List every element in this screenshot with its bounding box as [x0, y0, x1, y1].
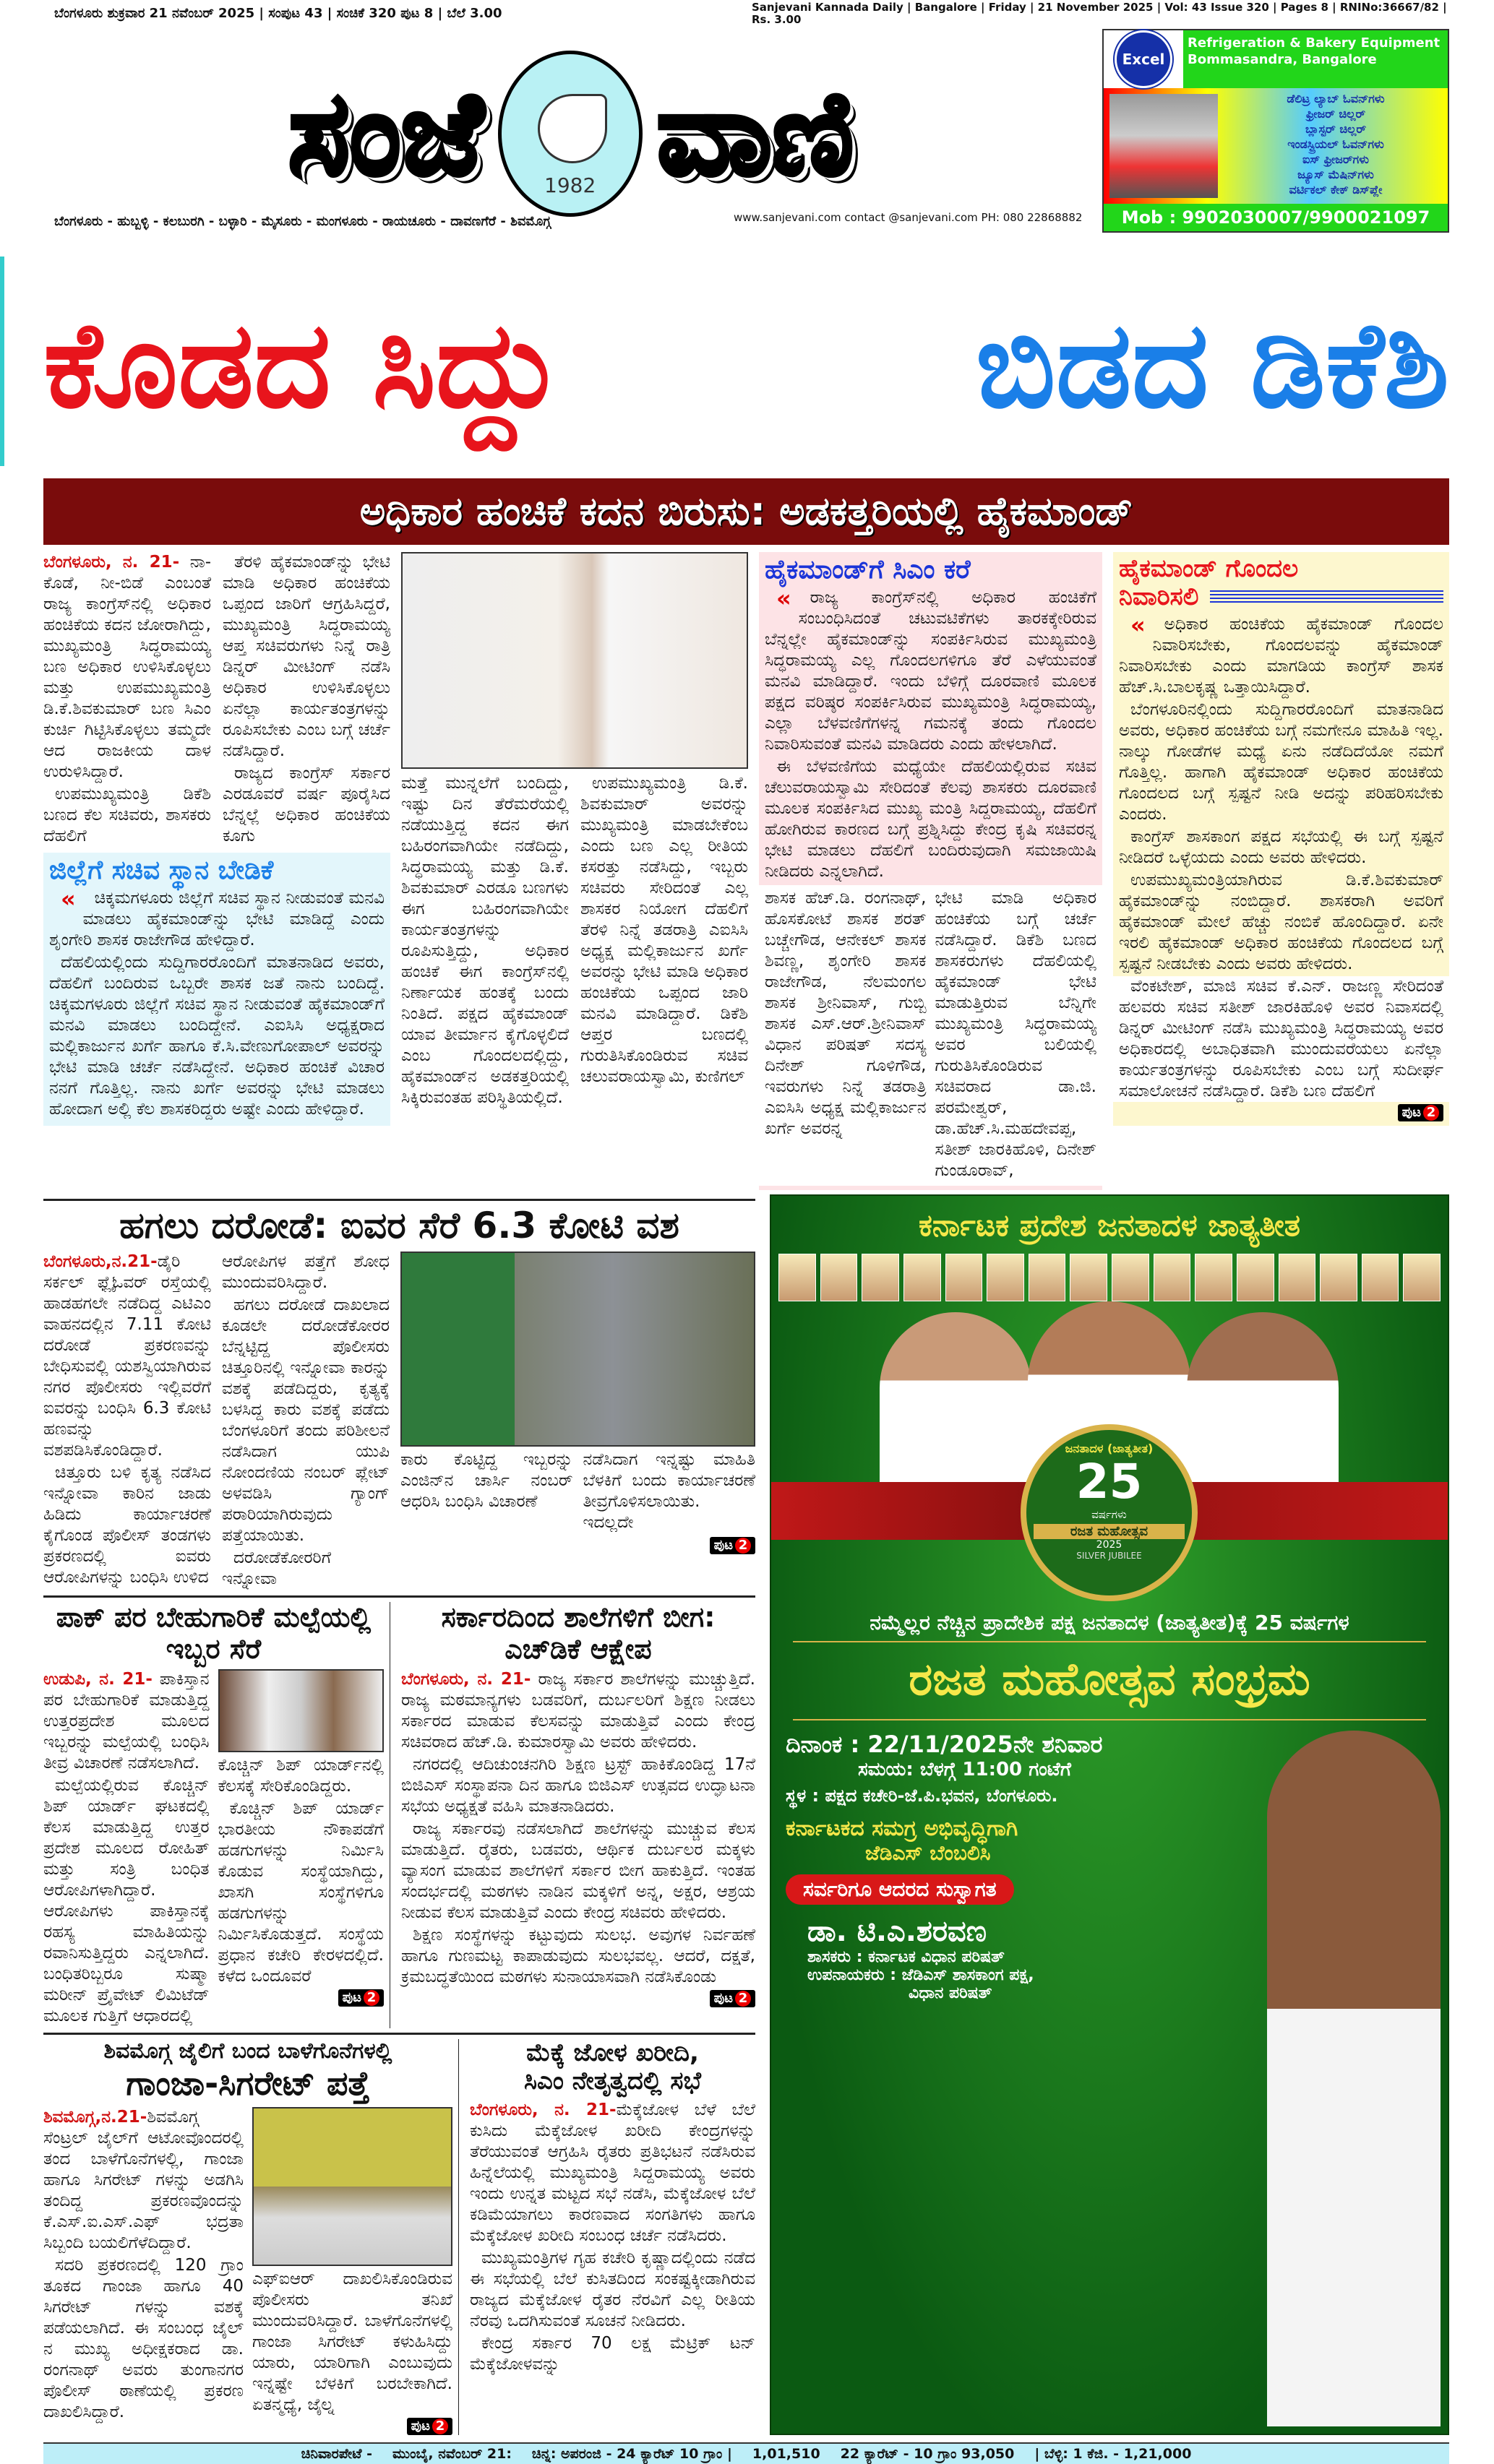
side1-text: ರಾಜ್ಯ ಕಾಂಗ್ರೆಸ್‌ನಲ್ಲಿ ಅಧಿಕಾರ ಹಂಚಿಕೆಗೆ ಸಂಬಂಧಿಸಿದಂತೆ ಚಟುವಟಿಕೆಗಳು ತಾರಕಕ್ಕೇರಿರುವ ಬೆನ್ನಲ್ಲೇ ಹೈಕಮಾಂಡ್‌ನ್ನು ಸಂಪರ್ಕಿಸಿರುವ ಮುಖ್ಯಮಂತ್ರಿ ಸಿದ್ಧರಾಮಯ್ಯ ಎಲ್ಲ ಗೊಂದಲಗಳಿಗೂ ತೆರೆ ಎಳೆಯುವಂತೆ ಮನವಿ ಮಾಡಿದ್ದಾರೆ. ಇಂದು ಬೆಳಿಗ್ಗೆ ದೂರವಾಣಿ ಮೂಲಕ ಪಕ್ಷದ ವರಿಷ್ಠರ ಸಂಪರ್ಕಿಸಿರುವ ಮುಖ್ಯಮಂತ್ರಿ ಸಿದ್ಧರಾಮಯ್ಯ, ಎಲ್ಲಾ ಬೆಳವಣಿಗೆಗಳನ್ನ ಗಮನಕ್ಕೆ ತಂದು ಗೊಂದಲ ನಿವಾರಿಸುವಂತೆ ಮನವಿ ಮಾಡಿದರು ಎಂದು ಹೇಳಲಾಗಿದೆ. — [765, 588, 1096, 754]
continued-label: ಪುಟ — [713, 1537, 733, 1553]
jail-column-1 — [43, 2107, 244, 2424]
leaders-photo — [401, 552, 748, 769]
divider — [43, 1595, 755, 1598]
ad-location: Bommasandra, Bangalore — [1188, 52, 1377, 67]
margin-bar — [0, 257, 4, 466]
ad-line: ಇಂಡಸ್ಟ್ರಿಯಲ್ ಓವನ್‌ಗಳು — [1287, 137, 1384, 151]
ad-line: ಜ್ಯೂಸ್ ಮೆಷಿನ್‌ಗಳು — [1297, 168, 1374, 181]
portrait — [987, 1254, 1024, 1301]
lead-headline — [43, 260, 1449, 470]
portrait — [1279, 1254, 1316, 1301]
continued-label: ಪುಟ — [342, 1990, 361, 2006]
gold-24k-label: ಚಿನ್ನ: ಅಪರಂಜಿ - 24 ಕ್ಯಾರೆಟ್ 10 ಗ್ರಾಂ | — [531, 2445, 732, 2462]
continued-page-badge[interactable] — [407, 2418, 452, 2435]
portrait — [778, 1254, 816, 1301]
date-line-english: Sanjevani Kannada Daily | Bangalore | Friday | 21 November 2025 | Vol: 43 Issue 320 | Pages 8 | RNINo:36667/82 | Rs. 3.00 — [752, 1, 1447, 26]
pak-column-1 — [43, 1669, 210, 2028]
school-article — [401, 1602, 755, 2007]
robbery-text: ಚಿತ್ತೂರು ಬಳಿ ಕೃತ್ಯ ನಡೆಸಿದ ಇನ್ನೋವಾ ಕಾರಿನ ಜಾಡು ಹಿಡಿದು ಕಾರ್ಯಾಚರಣೆ ಕೈಗೊಂಡ ಪೊಲೀಸ್ ತಂಡಗಳು ಪ್ರಕರಣದಲ್ಲಿ ಐವರು ಆರೋಪಿಗಳನ್ನು ಬಂಧಿಸಿ ಉಳಿದ — [43, 1463, 211, 1587]
side2-text: ಅಧಿಕಾರ ಹಂಚಿಕೆಯ ಹೈಕಮಾಂಡ್ ಗೊಂದಲ ನಿವಾರಿಸಬೇಕು, ಗೊಂದಲವನ್ನು ಹೈಕಮಾಂಡ್ ನಿವಾರಿಸಬೇಕು ಎಂದು ಮಾಗಡಿಯ ಕಾಂಗ್ರೆಸ್ ಶಾಸಕ ಹೆಚ್.ಸಿ.ಬಾಲಕೃಷ್ಣ ಒತ್ತಾಯಿಸಿದ್ದಾರೆ. — [1119, 615, 1443, 697]
jail-column-2 — [252, 2269, 452, 2416]
portrait — [903, 1254, 941, 1301]
lead-text: ತೆರಳಿ ಹೈಕಮಾಂಡ್‌ನ್ನು ಭೇಟಿ ಮಾಡಿ ಅಧಿಕಾರ ಹಂಚಿಕೆಯ ಒಪ್ಪಂದ ಜಾರಿಗೆ ಆಗ್ರಹಿಸಿದ್ದರೆ, ಮುಖ್ಯಮಂತ್ರಿ ಸಿದ್ಧರಾಮಯ್ಯ ಆಪ್ತ ಸಚಿವರುಗಳು ನಿನ್ನೆ ರಾತ್ರಿ ಡಿನ್ನರ್ ಮೀಟಿಂಗ್ ನಡೆಸಿ ಅಧಿಕಾರ ಉಳಿಸಿಕೊಳ್ಳಲು ಏನೆಲ್ಲಾ ಕಾರ್ಯತಂತ್ರಗಳನ್ನು ರೂಪಿಸಬೇಕು ಎಂಬ ಬಗ್ಗೆ ಚರ್ಚೆ ನಡೆಸಿದ್ದಾರೆ. — [223, 553, 390, 760]
robbery-text: ದರೋಡೆಕೋರರಿಗೆ ಇನ್ನೋವಾ — [222, 1548, 332, 1588]
robbery-article — [43, 1252, 755, 1591]
side-story-confusion — [1113, 552, 1449, 1126]
robbery-text: ಕಾರು ಕೊಟ್ಟಿದ್ದ ಇಬ್ಬರನ್ನು ಎಂಜಿನ್‌ನ ಚಾರ್ಸಿ ನಂಬರ್ ಆಧರಿಸಿ ಬಂಧಿಸಿ ವಿಚಾರಣೆ — [400, 1449, 573, 1511]
continued-page: 2 — [735, 1538, 751, 1554]
district-box — [43, 853, 390, 1126]
lead-text: ರಾಜ್ಯದ ಕಾಂಗ್ರೆಸ್ ಸರ್ಕಾರ ಎರಡೂವರೆ ವರ್ಷ ಪೂರೈಸಿದ ಬೆನ್ನಲ್ಲೆ ಅಧಿಕಾರ ಹಂಚಿಕೆಯ ಕೂಗು — [223, 764, 390, 845]
robbery-text: ಆರೋಪಿಗಳ ಪತ್ತೆಗೆ ಶೋಧ ಮುಂದುವರಿಸಿದ್ದಾರೆ. — [222, 1252, 390, 1292]
decorative-lines — [1210, 590, 1443, 605]
lead-text: ಉಪಮುಖ್ಯಮಂತ್ರಿ ಡಿಕೆಶಿ ಬಣದ ಕೆಲ ಸಚಿವರು, ಶಾಸಕರು ದೆಹಲಿಗೆ — [43, 785, 211, 845]
robbery-headline: ಹಗಲು ದರೋಡೆ: ಐವರ ಸೆರೆ 6.3 ಕೋಟಿ ವಶ — [119, 1205, 679, 1247]
side2-title: ನಿವಾರಿಸಲಿ — [1119, 582, 1199, 612]
divider — [43, 1199, 755, 1201]
continued-label: ಪುಟ — [1401, 1105, 1421, 1121]
headline-red: ಕೊಡದ ಸಿದ್ದು — [43, 295, 562, 434]
maize-title-line: ಮೆಕ್ಕೆ ಜೋಳ ಖರೀದಿ, — [526, 2038, 699, 2068]
ad-line: ಐಸ್ ಫ್ರೀಜರ್‌ಗಳು — [1302, 152, 1369, 166]
maize-title-line: ಸಿಎಂ ನೇತೃತ್ವದಲ್ಲಿ ಸಭೆ — [523, 2067, 702, 2096]
portrait — [1403, 1254, 1441, 1301]
dove-icon — [498, 51, 643, 217]
side1-text: ಶಾಸಕ ಹೆಚ್.ಡಿ. ರಂಗನಾಥ್, ಹೊಸಕೋಟೆ ಶಾಸಕ ಶರತ್ ಬಚ್ಚೇಗೌಡ, ಆನೇಕಲ್ ಶಾಸಕ ಶಿವಣ್ಣ, ಶೃಂಗೇರಿ ಶಾಸಕ ರಾಜೇಗೌಡ, ನೆಲಮಂಗಲ ಶಾಸಕ ಶ್ರೀನಿವಾಸ್, ಗುಬ್ಬಿ ಶಾಸಕ ಎಸ್.ಆರ್.ಶ್ರೀನಿವಾಸ್ ವಿಧಾನ ಪರಿಷತ್ ಸದಸ್ಯ ದಿನೇಶ್ ಗೂಳಿಗೌಡ, ಇವರುಗಳು ನಿನ್ನೆ ತಡರಾತ್ರಿ ಎಐಸಿಸಿ ಅಧ್ಯಕ್ಷ ಮಲ್ಲಿಕಾರ್ಜುನ ಖರ್ಗೆ ಅವರನ್ನ — [765, 889, 927, 1139]
portrait — [1029, 1254, 1066, 1301]
jail-title-line: ಶಿವಮೊಗ್ಗ ಜೈಲಿಗೆ ಬಂದ ಬಾಳೆಗೊನೆಗಳಲ್ಲಿ — [103, 2038, 392, 2064]
main-content — [43, 552, 1449, 2464]
pak-article — [43, 1602, 390, 2028]
bananas-photo — [252, 2107, 452, 2266]
robbery-column-3 — [400, 1449, 573, 1535]
portrait — [862, 1254, 899, 1301]
logo-text-left: ಸಂಜೆ — [288, 66, 484, 201]
gold-22k-price: 22 ಕ್ಯಾರೆಟ್ - 10 ಗ್ರಾಂ 93,050 — [840, 2445, 1015, 2462]
ad-title: ರಜತ ಮಹೋತ್ಸವ ಸಂಭ್ರಮ — [793, 1641, 1426, 1720]
continued-page: 2 — [1423, 1105, 1439, 1121]
market-city: ಮುಂಬೈ, ನವೆಂಬರ್ 21: — [392, 2445, 512, 2462]
portrait — [1112, 1254, 1149, 1301]
host-photo — [1267, 1731, 1441, 2426]
lead-photo-column — [401, 552, 748, 1108]
jail-article — [43, 2039, 459, 2434]
ad-tagline: ನಮ್ಮೆಲ್ಲರ ನೆಚ್ಚಿನ ಪ್ರಾದೇಶಿಕ ಪಕ್ಷ ಜನತಾದಳ (ಜಾತ್ಯತೀತ)ಕ್ಕೆ 25 ವರ್ಷಗಳ — [870, 1611, 1349, 1635]
pak-headline: ಪಾಕ್ ಪರ ಬೇಹುಗಾರಿಕೆ ಮಲ್ಪೆಯಲ್ಲಿ ಇಬ್ಬರ ಸೆರೆ — [56, 1601, 372, 1665]
side2-text: ವೆಂಕಟೇಶ್, ಮಾಜಿ ಸಚಿವ ಕೆ.ಎನ್. ರಾಜಣ್ಣ ಸೇರಿದಂತೆ ಹಲವರು ಸಚಿವ ಸತೀಶ್ ಜಾರಕಿಹೊಳಿ ಅವರ ನಿವಾಸದಲ್ಲಿ ಡಿನ್ನರ್ ಮೀಟಿಂಗ್ ನಡೆಸಿ ಮುಖ್ಯಮಂತ್ರಿ ಸಿದ್ಧರಾಮಯ್ಯ ಅವರ ಅಧಿಕಾರದಲ್ಲಿ ಅಬಾಧಿತವಾಗಿ ಮುಂದುವರೆಯಲು ಏನೆಲ್ಲಾ ಕಾರ್ಯತಂತ್ರಗಳನ್ನು ರೂಪಿಸಬೇಕು ಎಂಬ ಬಗ್ಗೆ ಸುದೀರ್ಘ ಸಮಾಲೋಚನೆ ನಡೆಸಿದ್ದಾರೆ. ಡಿಕೆಶಿ ಬಣ ದೆಹಲಿಗೆ — [1113, 976, 1449, 1102]
ad-line: ಬ್ಲಾಸ್ಟರ್ ಚಿಲ್ಲರ್ — [1305, 122, 1367, 136]
logo-text-right: ವಾಣಿ — [656, 66, 854, 201]
dateline: ಉಡುಪಿ, ನ. 21- — [43, 1670, 153, 1689]
dateline: ಬೆಂಗಳೂರು, ನ. 21- — [401, 1670, 531, 1689]
dateline: ಶಿವಮೊಗ್ಗ,ನ.21- — [43, 2107, 147, 2127]
continued-page: 2 — [364, 1990, 379, 2006]
edition-cities: ಬೆಂಗಳೂರು - ಹುಬ್ಬಳ್ಳಿ - ಕಲಬುರಗಿ - ಬಳ್ಳಾರಿ - ಮೈಸೂರು - ಮಂಗಳೂರು - ರಾಯಚೂರು - ದಾವಣಗೆರೆ - ಶಿವಮೊಗ್ಗ — [54, 214, 551, 229]
side2-text: ಉಪಮುಖ್ಯಮಂತ್ರಿಯಾಗಿರುವ ಡಿ.ಕೆ.ಶಿವಕುಮಾರ್ ಹೈಕಮಾಂಡ್‌ನ್ನು ನಂಬಿದ್ದಾರೆ. ಶಾಸಕರಾಗಿ ಅವರಿಗೆ ಹೈಕಮಾಂಡ್ ಮೇಲೆ ಹೆಚ್ಚು ನಂಬಿಕೆ ಹೊಂದಿದ್ದಾರೆ. ಏನೇ ಇರಲಿ ಹೈಕಮಾಂಡ್ ಅಧಿಕಾರ ಹಂಚಿಕೆಯ ಗೊಂದಲದ ಬಗ್ಗೆ ಸ್ಪಷ್ಟನೆ ನೀಡಬೇಕು ಎಂದು ಅವರು ಹೇಳಿದರು. — [1119, 871, 1443, 974]
event-time: ಸಮಯ: ಬೆಳಗ್ಗೆ 11:00 ಗಂಟೆಗೆ — [858, 1759, 1071, 1781]
event-date: ದಿನಾಂಕ : 22/11/2025ನೇ ಶನಿವಾರ — [786, 1731, 1103, 1759]
continued-page-badge[interactable] — [710, 1537, 755, 1554]
ad-line: ಫ್ರೀಜರ್ ಚಿಲ್ಲರ್ — [1305, 107, 1366, 121]
leaders-group-photo — [771, 1301, 1448, 1605]
side1-title: ಹೈಕಮಾಂಡ್‌ಗೆ ಸಿಎಂ ಕರೆ — [765, 555, 971, 585]
ad-title: Refrigeration & Bakery Equipment — [1188, 35, 1441, 51]
school-text: ಶಿಕ್ಷಣ ಸಂಸ್ಥೆಗಳನ್ನು ಕಟ್ಟುವುದು ಸುಲಭ. ಅವುಗಳ ನಿರ್ವಹಣೆ ಹಾಗೂ ಗುಣಮಟ್ಟ ಕಾಪಾಡುವುದು ಸುಲಭವಲ್ಲ. ಆದರೆ, ದಕ್ಷತೆ, ಕ್ರಮಬದ್ಧತೆಯಿಂದ ಮಠಗಳು ಸುನಾಯಾಸವಾಗಿ ನಡೆಸಿಕೊಂಡು — [401, 1926, 755, 1987]
robbery-column-1 — [43, 1252, 211, 1590]
quote-mark-icon: « — [776, 585, 791, 613]
pak-text: ಕೊಚ್ಚಿನ್ ಶಿಪ್ ಯಾರ್ಡ್ ಭಾರತೀಯ ನೌಕಾಪಡೆಗೆ ಹಡಗುಗಳನ್ನು ನಿರ್ಮಿಸಿ ಕೊಡುವ ಸಂಸ್ಥೆಯಾಗಿದ್ದು, ಖಾಸಗಿ ಸಂಸ್ಥೆಗಳಿಗೂ ಹಡಗುಗಳನ್ನು ನಿರ್ಮಿಸಿಕೊಡುತ್ತದೆ. ಸಂಸ್ಥೆಯ ಪ್ರಧಾನ ಕಚೇರಿ ಕೇರಳದಲ್ಲಿದೆ. ಕಳೆದ ಒಂದೂವರೆ — [218, 1799, 384, 1986]
jail-headline — [43, 2039, 452, 2102]
maize-article — [470, 2039, 755, 2377]
side1-text: ಈ ಬೆಳವಣಿಗೆಯ ಮಧ್ಯೆಯೇ ದೆಹಲಿಯಲ್ಲಿರುವ ಸಚಿವ ಚೆಲುವರಾಯಸ್ವಾಮಿ ಸೇರಿದಂತೆ ಕೆಲವು ಶಾಸಕರು ದೂರವಾಣಿ ಮೂಲಕ ಸಂಪರ್ಕಿಸಿದ ಮುಖ್ಯ ಮಂತ್ರಿ ಸಿದ್ದರಾಮಯ್ಯ, ದೆಹಲಿಗೆ ಹೋಗಿರುವ ಕಾರಣದ ಬಗ್ಗೆ ಪ್ರಶ್ನಿಸಿದ್ದು ಕೇಂದ್ರ ಕೃಷಿ ಸಚಿವರನ್ನ ಭೇಟಿ ಮಾಡಲು ದೆಹಲಿಗೆ ಬಂದಿರುವುದಾಗಿ ಸಮಜಾಯಿಷಿ ನೀಡಿದರು ಎನ್ನಲಾಗಿದೆ. — [765, 757, 1096, 882]
ad-appeal: ಕರ್ನಾಟಕದ ಸಮಗ್ರ ಅಭಿವೃದ್ಧಿಗಾಗಿ — [786, 1816, 1018, 1842]
continued-page: 2 — [735, 1991, 751, 2007]
side2-text: ಬೆಂಗಳೂರಿನಲ್ಲಿಂದು ಸುದ್ದಿಗಾರರೊಂದಿಗೆ ಮಾತನಾಡಿದ ಅವರು, ಅಧಿಕಾರ ಹಂಚಿಕೆಯ ಬಗ್ಗೆ ನಮಗೇನೂ ಮಾಹಿತಿ ಇಲ್ಲ. ನಾಲ್ಕು ಗೋಡೆಗಳ ಮಧ್ಯೆ ಏನು ನಡೆದಿದೆಯೋ ನಮಗೆ ಗೊತ್ತಿಲ್ಲ. ಹಾಗಾಗಿ ಹೈಕಮಾಂಡ್ ಅಧಿಕಾರ ಹಂಚಿಕೆಯ ಗೊಂದಲದ ಬಗ್ಗೆ ಸ್ಪಷ್ಟನೆ ನೀಡಿ ಅದನ್ನು ಪರಿಹರಿಸಬೇಕು ಎಂದರು. — [1119, 700, 1443, 824]
jail-title-line: ಗಾಂಜಾ-ಸಿಗರೇಟ್ ಪತ್ತೆ — [126, 2063, 370, 2103]
continued-label: ಪುಟ — [411, 2418, 430, 2434]
host-role: ಉಪನಾಯಕರು : ಜೆಡಿಎಸ್ ಶಾಸಕಾಂಗ ಪಕ್ಷ, — [807, 1966, 1034, 1985]
portrait — [820, 1254, 858, 1301]
emblem-ribbon: ರಜತ ಮಹೋತ್ಸವ — [1034, 1524, 1185, 1539]
masthead-logo — [72, 51, 1070, 217]
silver-jubilee-emblem — [1021, 1424, 1198, 1601]
silver-price: | ಬೆಳ್ಳಿ: 1 ಕೆಜಿ. - 1,21,000 — [1034, 2445, 1192, 2462]
portrait — [1362, 1254, 1399, 1301]
emblem-text: SILVER JUBILEE — [1076, 1551, 1142, 1561]
date-line-kannada: ಬೆಂಗಳೂರು ಶುಕ್ರವಾರ 21 ನವೆಂಬರ್ 2025 | ಸಂಪುಟ 43 | ಸಂಚಿಕೆ 320 ಪುಟ 8 | ಬೆಲೆ 3.00 — [54, 6, 502, 21]
side2-title: ಹೈಕಮಾಂಡ್ ಗೊಂದಲ — [1119, 554, 1299, 583]
school-text: ನಗರದಲ್ಲಿ ಆದಿಚುಂಚನಗಿರಿ ಶಿಕ್ಷಣ ಟ್ರಸ್ಟ್ ಹಾಕಿಕೊಂಡಿದ್ದ 17ನೆ ಬಿಜಿಎಸ್ ಸಂಸ್ಥಾಪನಾ ದಿನ ಹಾಗೂ ಬಿಜಿಎಸ್ ಉತ್ಸವದ ಉದ್ಘಾಟನಾ ಸಭೆಯ ಅಧ್ಯಕ್ಷತೆ ವಹಿಸಿ ಮಾತನಾಡಿದರು. — [401, 1755, 755, 1817]
lead-left-column — [43, 552, 390, 1126]
portrait — [1320, 1254, 1357, 1301]
lead-text-columns — [43, 552, 390, 848]
jail-text: ಎಫ್‌ಐಆರ್ ದಾಖಲಿಸಿಕೊಂಡಿರುವ ಪೊಲೀಸರು ತನಿಖೆ ಮುಂದುವರಿಸಿದ್ದಾರೆ. ಬಾಳೆಗೊನೆಗಳಲ್ಲಿ ಗಾಂಜಾ ಸಿಗರೇಟ್ ಕಳುಹಿಸಿದ್ದು ಯಾರು, ಯಾರಿಗಾಗಿ ಎಂಬುವುದು ಇನ್ನಷ್ಟೇ ಬೆಳಕಿಗೆ ಬರಬೇಕಾಗಿದೆ. ಏತನ್ಮಧ್ಯೆ, ಜೈಲ್ನ — [252, 2269, 452, 2414]
accused-photo — [218, 1669, 385, 1752]
lead-text: ಮತ್ತೆ ಮುನ್ನಲೆಗೆ ಬಂದಿದ್ದು, ಇಷ್ಟು ದಿನ ತೆರೆಮರೆಯಲ್ಲಿ ನಡೆಯುತ್ತಿದ್ದ ಕದನ ಈಗ ಬಹಿರಂಗವಾಗಿಯೇ ನಡೆದಿದ್ದು, ಸಿದ್ಧರಾಮಯ್ಯ ಮತ್ತು ಡಿ.ಕೆ. ಶಿವಕುಮಾರ್ ಎರಡೂ ಬಣಗಳು ಈಗ ಬಹಿರಂಗವಾಗಿಯೇ ಕಾರ್ಯತಂತ್ರಗಳನ್ನು ರೂಪಿಸುತ್ತಿದ್ದು, ಅಧಿಕಾರ ಹಂಚಿಕೆ ಈಗ ಕಾಂಗ್ರೆಸ್‌ನಲ್ಲಿ ನಿರ್ಣಾಯಕ ಹಂತಕ್ಕೆ ಬಂದು ನಿಂತಿದೆ. ಪಕ್ಷದ ಹೈಕಮಾಂಡ್ ಯಾವ ತೀರ್ಮಾನ ಕೈಗೊಳ್ಳಲಿದೆ ಎಂಬ ಗೊಂದಲದಲ್ಲಿದ್ದು, ಹೈಕಮಾಂಡ್‌ನ ಅಡಕತ್ತರಿಯಲ್ಲಿ ಸಿಕ್ಕಿರುವಂತಹ ಪರಿಸ್ಥಿತಿಯಲ್ಲಿದೆ. — [401, 774, 569, 1107]
product-image — [1109, 94, 1218, 198]
quote-mark-icon: « — [61, 885, 76, 913]
gold-24k-price: 1,01,510 — [752, 2445, 820, 2462]
jds-advertisement[interactable] — [770, 1194, 1449, 2434]
portrait — [1237, 1254, 1274, 1301]
ad-line: ಡೆಲಿಟ್ರ ಲ್ಯಾಬ್ ಓವನ್‌ಗಳು — [1287, 92, 1385, 105]
maize-text: ಮೆಕ್ಕೆಜೋಳ ಬೆಳೆ ಬೆಲೆ ಕುಸಿದು ಮೆಕ್ಕೆಜೋಳ ಖರೀದಿ ಕೇಂದ್ರಗಳನ್ನು ತೆರೆಯುವಂತೆ ಆಗ್ರಹಿಸಿ ರೈತರು ಪ್ರತಿಭಟನೆ ನಡೆಸಿರುವ ಹಿನ್ನೆಲೆಯಲ್ಲಿ ಮುಖ್ಯಮಂತ್ರಿ ಸಿದ್ದರಾಮಯ್ಯ ಅವರು ಇಂದು ಉನ್ನತ ಮಟ್ಟದ ಸಭೆ ನಡೆಸಿ, ಮೆಕ್ಕೆಜೋಳ ಬೆಲೆ ಕಡಿಮೆಯಾಗಲು ಕಾರಣವಾದ ಸಂಗತಿಗಳು ಹಾಗೂ ಮೆಕ್ಕೆಜೋಳ ಖರೀದಿ ಸಂಬಂಧ ಚರ್ಚೆ ನಡೆಸಿದರು. — [470, 2101, 755, 2246]
host-role: ವಿಧಾನ ಪರಿಷತ್ — [909, 1984, 992, 2003]
brand-text: Excel — [1115, 30, 1172, 88]
district-text: ಚಿಕ್ಕಮಗಳೂರು ಜಿಲ್ಲೆಗೆ ಸಚಿವ ಸ್ಥಾನ ನೀಡುವಂತೆ ಮನವಿ ಮಾಡಲು ಹೈಕಮಾಂಡ್‌ನ್ನು ಭೇಟಿ ಮಾಡಿದ್ದೆ ಎಂದು ಶೃಂಗೇರಿ ಶಾಸಕ ರಾಜೇಗೌಡ ಹೇಳಿದ್ದಾರೆ. — [49, 889, 385, 950]
maize-headline — [470, 2039, 755, 2095]
pak-text: ಪಾಕಿಸ್ತಾನ ಪರ ಬೇಹುಗಾರಿಕೆ ಮಾಡುತ್ತಿದ್ದ ಉತ್ತರಪ್ರದೇಶ ಮೂಲದ ಇಬ್ಬರನ್ನು ಮಲ್ಪೆಯಲ್ಲಿ ಬಂಧಿಸಿ ತೀವ್ರ ವಿಚಾರಣೆ ನಡೆಸಲಾಗಿದೆ. — [43, 1670, 210, 1773]
emblem-year: 2025 — [1096, 1539, 1122, 1551]
portrait — [1195, 1254, 1232, 1301]
leader-figure — [880, 1312, 1031, 1507]
robbery-text: ನಡೆಸಿದಾಗ ಇನ್ನಷ್ಟು ಮಾಹಿತಿ ಬೆಳಕಿಗೆ ಬಂದು ಕಾರ್ಯಾಚರಣೆ ತೀವ್ರಗೊಳಿಸಲಾಯಿತು. ಇದಲ್ಲದೇ — [583, 1449, 755, 1532]
host-name: ಡಾ. ಟಿ.ಎ.ಶರವಣ — [807, 1915, 987, 1949]
robbery-column-4 — [583, 1449, 756, 1535]
host-role: ಶಾಸಕರು : ಕರ್ನಾಟಕ ವಿಧಾನ ಪರಿಷತ್ — [807, 1948, 1005, 1967]
dateline: ಬೆಂಗಳೂರು, ನ. 21- — [470, 2101, 617, 2120]
side2-text: ಕಾಂಗ್ರೆಸ್ ಶಾಸಕಾಂಗ ಪಕ್ಷದ ಸಭೆಯಲ್ಲಿ ಈ ಬಗ್ಗೆ ಸ್ಪಷ್ಟನೆ ನೀಡಿದರೆ ಒಳ್ಳೆಯದು ಎಂದು ಅವರು ಹೇಳಿದರು. — [1119, 827, 1443, 868]
lead-banner: ಅಧಿಕಾರ ಹಂಚಿಕೆ ಕದನ ಬಿರುಸು: ಅಡಕತ್ತರಿಯಲ್ಲಿ ಹೈಕಮಾಂಡ್ — [43, 478, 1449, 545]
divider — [43, 2033, 755, 2035]
continued-page-badge[interactable] — [710, 1990, 755, 2007]
continued-label: ಪುಟ — [713, 1991, 733, 2007]
ad-appeal: ಜೆಡಿಎಸ್ ಬೆಂಬಲಿಸಿ — [865, 1841, 991, 1866]
jail-text: ಸದರಿ ಪ್ರಕರಣದಲ್ಲಿ 120 ಗ್ರಾಂ ತೂಕದ ಗಾಂಜಾ ಹಾಗೂ 40 ಸಿಗರೇಟ್ ಗಳನ್ನು ವಶಕ್ಕೆ ಪಡೆಯಲಾಗಿದೆ. ಈ ಸಂಬಂಧ ಜೈಲ್ ನ ಮುಖ್ಯ ಅಧೀಕ್ಷಕರಾದ ಡಾ. ರಂಗನಾಥ್ ಅವರು ತುಂಗಾನಗರ ಪೊಲೀಸ್ ಠಾಣೆಯಲ್ಲಿ ಪ್ರಕರಣ ದಾಖಲಿಸಿದ್ದಾರೆ. — [43, 2255, 244, 2421]
top-advertisement[interactable] — [1102, 29, 1449, 233]
pak-text: ಕೊಚ್ಚಿನ್ ಶಿಪ್ ಯಾರ್ಡ್‌ನಲ್ಲಿ ಕೆಲಸಕ್ಕೆ ಸೇರಿಕೊಂಡಿದ್ದರು. — [218, 1756, 384, 1796]
maize-text: ಕೇಂದ್ರ ಸರ್ಕಾರ 70 ಲಕ್ಷ ಮೆಟ್ರಿಕ್ ಟನ್ ಮೆಕ್ಕೆಜೋಳವನ್ನು — [470, 2334, 755, 2374]
excel-logo — [1104, 30, 1183, 88]
leader-figure — [1187, 1312, 1339, 1507]
side1-text: ಭೇಟಿ ಮಾಡಿ ಅಧಿಕಾರ ಹಂಚಿಕೆಯ ಬಗ್ಗೆ ಚರ್ಚೆ ನಡೆಸಿದ್ದಾರೆ. ಡಿಕೆಶಿ ಬಣದ ಶಾಸಕರುಗಳು ದೆಹಲಿಯಲ್ಲಿ ಹೈಕಮಾಂಡ್ ಭೇಟಿ ಮಾಡುತ್ತಿರುವ ಬೆನ್ನಿಗೇ ಮುಖ್ಯಮಂತ್ರಿ ಸಿದ್ಧರಾಮಯ್ಯ ಅವರ ಬಲಿಯಲ್ಲಿ ಗುರುತಿಸಿಕೊಂಡಿರುವ ಸಚಿವರಾದ ಡಾ.ಜಿ. ಪರಮೇಶ್ವರ್, ಡಾ.ಹೆಚ್.ಸಿ.ಮಹದೇವಪ್ಪ, ಸತೀಶ್ ಜಾರಕಿಹೊಳಿ, ದಿನೇಶ್ ಗುಂಡೂರಾವ್, — [935, 889, 1096, 1181]
lower-news-column — [43, 1194, 755, 2434]
portrait — [945, 1254, 983, 1301]
robbery-column-2 — [222, 1252, 390, 1591]
jail-text: ಶಿವಮೊಗ್ಗ ಸೆಂಟ್ರಲ್ ಜೈಲ್‌ಗೆ ಆಟೋವೊಂದರಲ್ಲಿ ತಂದ ಬಾಳೆಗೊನೆಗಳಲ್ಲಿ, ಗಾಂಜಾ ಹಾಗೂ ಸಿಗರೇಟ್ ಗಳನ್ನು ಅಡಗಿಸಿ ತಂದಿದ್ದ ಪ್ರಕರಣವೊಂದನ್ನು ಕೆ.ಎಸ್.ಐ.ಎಸ್.ಎಫ್ ಭದ್ರತಾ ಸಿಬ್ಬಂದಿ ಬಯಲಿಗೆಳೆದಿದ್ದಾರೆ. — [43, 2107, 244, 2252]
welcome-pill: ಸರ್ವರಿಗೂ ಆದರದ ಸುಸ್ವಾಗತ — [786, 1874, 1014, 1905]
emblem-number: 25 — [1076, 1454, 1143, 1510]
side-story-cm-call — [759, 552, 1102, 1190]
continued-page: 2 — [432, 2418, 448, 2434]
pak-column-2 — [218, 1755, 385, 1987]
portrait — [1070, 1254, 1107, 1301]
suspect-car-photo — [400, 1252, 755, 1447]
district-text: ದೆಹಲಿಯಲ್ಲಿಂದು ಸುದ್ದಿಗಾರರೊಂದಿಗೆ ಮಾತನಾಡಿದ ಅವರು, ದೆಹಲಿಗೆ ಬಂದಿರುವ ಒಬ್ಬರೇ ಶಾಸಕ ಜತೆ ನಾನು ಬಂದಿದ್ದೆ. ಚಿಕ್ಕಮಗಳೂರು ಜಿಲ್ಲೆಗೆ ಸಚಿವ ಸ್ಥಾನ ನೀಡುವಂತೆ ಹೈಕಮಾಂಡ್‌ಗೆ ಮನವಿ ಮಾಡಲು ಬಂದಿದ್ದೇನೆ. ಎಐಸಿಸಿ ಅಧ್ಯಕ್ಷರಾದ ಮಲ್ಲಿಕಾರ್ಜುನ ಖರ್ಗೆ ಹಾಗೂ ಕೆ.ಸಿ.ವೇಣುಗೋಪಾಲ್ ಅವರನ್ನು ಭೇಟಿ ಮಾಡಿ ಚರ್ಚೆ ನಡೆಸಿದ್ದೇನೆ. ಅಧಿಕಾರ ಹಂಚಿಕೆ ವಿಚಾರ ನನಗೆ ಗೊತ್ತಿಲ್ಲ. ನಾನು ಖರ್ಗೆ ಅವರನ್ನು ಭೇಟಿ ಮಾಡಲು ಹೋದಾಗ ಅಲ್ಲಿ ಕೆಲ ಶಾಸಕರಿದ್ದರು ಅಷ್ಟೇ ಎಂದು ಹೇಳಿದ್ದಾರೆ. — [49, 953, 385, 1119]
school-text: ರಾಜ್ಯ ಸರ್ಕಾರ ಶಾಲೆಗಳನ್ನು ಮುಚ್ಚುತ್ತಿದೆ. ರಾಜ್ಯ ಮಠಮಾನ್ಯಗಳು ಬಡವರಿಗೆ, ದುರ್ಬಲರಿಗೆ ಶಿಕ್ಷಣ ನೀಡಲು ಸರ್ಕಾರದ ಮಾಡುವ ಕೆಲಸವನ್ನು ಮಾಡುತ್ತಿವೆ ಎಂದು ಕೇಂದ್ರ ಸಚಿವರಾದ ಹೆಚ್.ಡಿ. ಕುಮಾರಸ್ವಾಮಿ ಅವರು ಹೇಳಿದರು. — [401, 1670, 755, 1752]
bullion-rates-bar — [43, 2442, 1449, 2464]
school-headline: ಸರ್ಕಾರದಿಂದ ಶಾಲೆಗಳಿಗೆ ಬೀಗ: ಎಚ್‌ಡಿಕೆ ಆಕ್ಷೇಪ — [441, 1601, 716, 1665]
portrait — [1154, 1254, 1191, 1301]
leader-portraits — [771, 1254, 1448, 1301]
ad-mobile: Mob : 9902030007/9900021097 — [1104, 204, 1448, 231]
lead-text: ಉಪಮುಖ್ಯಮಂತ್ರಿ ಡಿ.ಕೆ. ಶಿವಕುಮಾರ್ ಅವರನ್ನು ಮುಖ್ಯಮಂತ್ರಿ ಮಾಡಬೇಕೆಂಬ ಎಂದು ಬಣ ಎಲ್ಲ ರೀತಿಯ ಕಸರತ್ತು ನಡೆಸಿದ್ದು, ಇಬ್ಬರು ಸಚಿವರು ಸೇರಿದಂತೆ ಎಲ್ಲ ಶಾಸಕರ ನಿಯೋಗ ದೆಹಲಿಗೆ ತೆರಳಿ ನಿನ್ನೆ ತಡರಾತ್ರಿ ಎಐಸಿಸಿ ಅಧ್ಯಕ್ಷ ಮಲ್ಲಿಕಾರ್ಜುನ ಖರ್ಗೆ ಅವರನ್ನು ಭೇಟಿ ಮಾಡಿ ಅಧಿಕಾರ ಹಂಚಿಕೆಯ ಒಪ್ಪಂದ ಜಾರಿ ಮನವಿ ಮಾಡಿದ್ದಾರೆ. ಡಿಕೆಶಿ ಆಪ್ತರ ಬಣದಲ್ಲಿ ಗುರುತಿಸಿಕೊಂಡಿರುವ ಸಚಿವ ಚಲುವರಾಯಸ್ವಾಮಿ, ಕುಣಿಗಲ್ — [580, 774, 748, 1086]
ad-line: ವರ್ಟಿಕಲ್ ಕೇಕ್ ಡಿಸ್‌ಪ್ಲೇ — [1289, 183, 1383, 197]
event-venue: ಸ್ಥಳ : ಪಕ್ಷದ ಕಚೇರಿ-ಜೆ.ಪಿ.ಭವನ, ಬೆಂಗಳೂರು. — [786, 1785, 1058, 1806]
ad-party-name: ಕರ್ನಾಟಕ ಪ್ರದೇಶ ಜನತಾದಳ ಜಾತ್ಯತೀತ — [918, 1207, 1301, 1244]
dateline: ಬೆಂಗಳೂರು, ನ. 21- — [43, 553, 180, 572]
robbery-text: ಡೈರಿ ಸರ್ಕಲ್ ಫ್ಲೈಓವರ್ ರಸ್ತೆಯಲ್ಲಿ ಹಾಡಹಗಲೇ ನಡೆದಿದ್ದ ಎಟಿಎಂ ವಾಹನದಲ್ಲಿನ 7.11 ಕೋಟಿ ದರೋಡೆ ಪ್ರಕರಣವನ್ನು ಬೇಧಿಸುವಲ್ಲಿ ಯಶಸ್ವಿಯಾಗಿರುವ ನಗರ ಪೊಲೀಸರು ಇಲ್ಲಿವರೆಗೆ ಐವರನ್ನು ಬಂಧಿಸಿ 6.3 ಕೋಟಿ ಹಣವನ್ನು ವಶಪಡಿಸಿಕೊಂಡಿದ್ದಾರೆ. — [43, 1252, 211, 1460]
district-title: ಜಿಲ್ಲೆಗೆ ಸಚಿವ ಸ್ಥಾನ ಬೇಡಿಕೆ — [49, 856, 274, 885]
headline-blue: ಬಿಡದ ಡಿಕೆಶಿ — [975, 295, 1449, 434]
continued-page-badge[interactable] — [338, 1989, 384, 2007]
lead-text: ನಾ-ಕೊಡೆ, ನೀ-ಬಿಡೆ ಎಂಬಂತೆ ರಾಜ್ಯ ಕಾಂಗ್ರೆಸ್‌ನಲ್ಲಿ ಅಧಿಕಾರ ಹಂಚಿಕೆಯ ಕದನ ಜೋರಾಗಿದ್ದು, ಮುಖ್ಯಮಂತ್ರಿ ಸಿದ್ಧರಾಮಯ್ಯ ಬಣ ಅಧಿಕಾರ ಉಳಿಸಿಕೊಳ್ಳಲು ಮತ್ತು ಉಪಮುಖ್ಯಮಂತ್ರಿ ಡಿ.ಕೆ.ಶಿವಕುಮಾರ್ ಬಣ ಸಿಎಂ ಕುರ್ಚಿ ಗಿಟ್ಟಿಸಿಕೊಳ್ಳಲು ತಮ್ಮದೇ ಆದ ರಾಜಕೀಯ ದಾಳ ಉರುಳಿಸಿದ್ದಾರೆ. — [43, 553, 211, 781]
emblem-text: ವರ್ಷಗಳು — [1091, 1508, 1127, 1522]
market-label: ಚಿನಿವಾರಪೇಟೆ - — [301, 2445, 372, 2462]
continued-page-badge[interactable] — [1398, 1104, 1443, 1121]
contact-line: www.sanjevani.com contact @sanjevani.com PH: 080 22868882 — [734, 211, 1083, 224]
dateline: ಬೆಂಗಳೂರು,ನ.21- — [43, 1252, 158, 1271]
robbery-text: ಹಗಲು ದರೋಡೆ ದಾಖಲಾದ ಕೂಡಲೇ ದರೋಡೆಕೋರರ ಬೆನ್ನಟ್ಟಿದ್ದ ಪೊಲೀಸರು ಚಿತ್ತೂರಿನಲ್ಲಿ ಇನ್ನೋವಾ ಕಾರನ್ನು ವಶಕ್ಕೆ ಪಡೆದಿದ್ದರು, ಕೃತ್ಯಕ್ಕೆ ಬಳಸಿದ್ದ ಕಾರು ವಶಕ್ಕೆ ಪಡೆದು ಬೆಂಗಳೂರಿಗೆ ತಂದು ಪರಿಶೀಲನೆ ನಡೆಸಿದಾಗ ಯುಪಿ ನೋಂದಣಿಯ ನಂಬರ್ ಪ್ಲೇಟ್ ಅಳವಡಿಸಿ ಗ್ಯಾಂಗ್ ಪರಾರಿಯಾಗಿರುವುದು ಪತ್ತೆಯಾಯಿತು. — [222, 1295, 390, 1545]
school-text: ರಾಜ್ಯ ಸರ್ಕಾರವು ನಡೆಸಲಾಗಿದೆ ಶಾಲೆಗಳನ್ನು ಮುಚ್ಚುವ ಕೆಲಸ ಮಾಡುತ್ತಿದೆ. ರೈತರು, ಬಡವರು, ಆರ್ಥಿಕ ದುರ್ಬಲರ ಮಕ್ಕಳು ವ್ಯಾಸಂಗ ಮಾಡುವ ಶಾಲೆಗಳಿಗೆ ಸರ್ಕಾರ ಬೀಗ ಹಾಕುತ್ತಿದೆ. ಇಂತಹ ಸಂದರ್ಭದಲ್ಲಿ ಮಠಗಳು ನಾಡಿನ ಮಕ್ಕಳಿಗೆ ಅನ್ನ, ಅಕ್ಷರ, ಆಶ್ರಯ ನೀಡುವ ಕೆಲಸ ಮಾಡುತ್ತಿವೆ ಎಂದು ಕೇಂದ್ರ ಸಚಿವರು ಹೇಳಿದರು. — [401, 1819, 755, 1923]
quote-mark-icon: « — [1130, 611, 1146, 639]
emblem-text: ಜನತಾದಳ (ಜಾತ್ಯತೀತ) — [1065, 1442, 1154, 1456]
maize-text: ಮುಖ್ಯಮಂತ್ರಿಗಳ ಗೃಹ ಕಚೇರಿ ಕೃಷ್ಣಾದಲ್ಲಿಂದು ನಡೆದ ಈ ಸಭೆಯಲ್ಲಿ ಬೆಲೆ ಕುಸಿತದಿಂದ ಸಂಕಷ್ಟಕ್ಕೀಡಾಗಿರುವ ರಾಜ್ಯದ ಮೆಕ್ಕೆಜೋಳ ರೈತರ ನೆರವಿಗೆ ಎಲ್ಲ ರೀತಿಯ ನೆರವು ಒದಗಿಸುವಂತೆ ಸೂಚನೆ ನೀಡಿದರು. — [470, 2249, 755, 2331]
under-photo-text — [401, 773, 748, 1108]
pak-text: ಮಲ್ಪೆಯಲ್ಲಿರುವ ಕೊಚ್ಚಿನ್ ಶಿಪ್ ಯಾರ್ಡ್ ಘಟಕದಲ್ಲಿ ಕೆಲಸ ಮಾಡುತ್ತಿದ್ದ ಉತ್ತರ ಪ್ರದೇಶ ಮೂಲದ ರೋಹಿತ್ ಮತ್ತು ಸಂತ್ರಿ ಬಂಧಿತ ಆರೋಪಿಗಳಾಗಿದ್ದಾರೆ. ಆರೋಪಿಗಳು ಪಾಕಿಸ್ತಾನಕ್ಕೆ ರಹಸ್ಯ ಮಾಹಿತಿಯನ್ನು ರವಾನಿಸುತ್ತಿದ್ದರು ಎನ್ನಲಾಗಿದೆ. ಬಂಧಿತರಿಬ್ಬರೂ ಸುಷ್ಮಾ ಮರೀನ್ ಪ್ರೈವೇಟ್ ಲಿಮಿಟೆಡ್ ಮೂಲಕ ಗುತ್ತಿಗೆ ಆಧಾರದಲ್ಲಿ — [43, 1776, 210, 2026]
logo-year: 1982 — [544, 173, 596, 197]
